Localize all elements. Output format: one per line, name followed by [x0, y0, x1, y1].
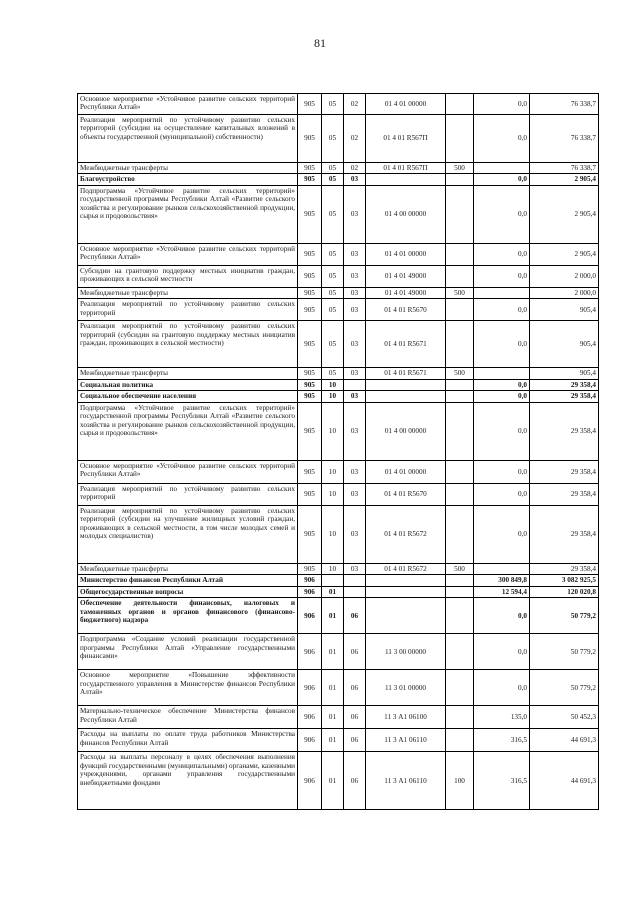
- row-name-cell: Основное мероприятие «Устойчивое развитие сельских территорий Республики Алтай»: [78, 243, 298, 265]
- row-amount-2-cell: 2 905,4: [530, 243, 599, 265]
- row-section-cell: 05: [322, 115, 344, 163]
- row-amount-2-cell: 905,4: [530, 368, 599, 379]
- row-name-cell: Межбюджетные трансферты: [78, 163, 298, 174]
- row-target-article-cell: 01 4 01 R5672: [366, 563, 446, 574]
- row-section-cell: 10: [322, 379, 344, 390]
- row-subsection-cell: 03: [344, 391, 366, 402]
- row-expense-type-cell: [446, 505, 474, 563]
- row-amount-2-cell: 50 452,3: [530, 706, 599, 729]
- row-amount-1-cell: 0,0: [474, 391, 530, 402]
- row-amount-2-cell: 44 691,3: [530, 729, 599, 752]
- row-amount-1-cell: 0,0: [474, 115, 530, 163]
- row-name-cell: Материально-техническое обеспечение Министерства финансов Республики Алтай: [78, 706, 298, 729]
- row-grbs-cell: 906: [298, 706, 322, 729]
- row-name-cell: Межбюджетные трансферты: [78, 287, 298, 298]
- row-target-article-cell: 01 4 01 R567П: [366, 163, 446, 174]
- row-expense-type-cell: 100: [446, 752, 474, 810]
- table-row: [78, 243, 599, 265]
- row-target-article-cell: [366, 391, 446, 402]
- row-section-cell: 01: [322, 729, 344, 752]
- row-expense-type-cell: [446, 575, 474, 586]
- row-grbs-cell: 906: [298, 598, 322, 634]
- row-name-cell: Основное мероприятие «Устойчивое развитие сельских территорий Республики Алтай»: [78, 460, 298, 483]
- row-grbs-cell: 905: [298, 115, 322, 163]
- row-amount-2-cell: 50 779,2: [530, 670, 599, 706]
- row-subsection-cell: 06: [344, 752, 366, 810]
- row-name-cell: Реализация мероприятий по устойчивому развитию сельских территорий (субсидии на осуществление капитальных вложений в объекты государственной (муниципальной) собственности): [78, 115, 298, 163]
- row-amount-1-cell: 0,0: [474, 598, 530, 634]
- row-name-cell: Подпрограмма «Устойчивое развитие сельских территорий» государственной программы Республики Алтай «Развитие сельского хозяйства и регулирование рынков сельскохозяйственной продукции, сырья и продовольствия»: [78, 185, 298, 243]
- row-target-article-cell: 01 4 01 00000: [366, 460, 446, 483]
- table-row: [78, 368, 599, 379]
- row-expense-type-cell: [446, 115, 474, 163]
- row-target-article-cell: 01 4 01 49000: [366, 287, 446, 298]
- row-grbs-cell: 906: [298, 634, 322, 670]
- row-grbs-cell: 905: [298, 379, 322, 390]
- budget-table: [77, 93, 599, 810]
- row-expense-type-cell: [446, 243, 474, 265]
- row-expense-type-cell: [446, 460, 474, 483]
- row-amount-2-cell: 29 358,4: [530, 483, 599, 505]
- row-section-cell: 05: [322, 163, 344, 174]
- row-subsection-cell: 03: [344, 185, 366, 243]
- row-amount-2-cell: 76 338,7: [530, 115, 599, 163]
- row-target-article-cell: 11 3 А1 06110: [366, 752, 446, 810]
- row-amount-2-cell: 76 338,7: [530, 94, 599, 115]
- row-section-cell: 01: [322, 598, 344, 634]
- row-amount-1-cell: 0,0: [474, 379, 530, 390]
- row-amount-2-cell: 29 358,4: [530, 505, 599, 563]
- row-name-cell: Расходы на выплаты по оплате труда работников Министерства финансов Республики Алтай: [78, 729, 298, 752]
- row-target-article-cell: 01 4 01 R5671: [366, 321, 446, 368]
- row-grbs-cell: 905: [298, 299, 322, 321]
- row-amount-2-cell: 2 000,0: [530, 287, 599, 298]
- row-grbs-cell: 905: [298, 287, 322, 298]
- row-subsection-cell: 03: [344, 299, 366, 321]
- row-grbs-cell: 905: [298, 368, 322, 379]
- row-expense-type-cell: [446, 729, 474, 752]
- row-target-article-cell: 01 4 01 49000: [366, 265, 446, 287]
- row-grbs-cell: 905: [298, 391, 322, 402]
- row-subsection-cell: 03: [344, 243, 366, 265]
- table-row: [78, 185, 599, 243]
- row-amount-1-cell: [474, 287, 530, 298]
- table-row: [78, 598, 599, 634]
- row-name-cell: Подпрограмма «Создание условий реализации государственной программы Республики Алтай «Управление государственными финансами»: [78, 634, 298, 670]
- row-target-article-cell: 11 3 А1 06100: [366, 706, 446, 729]
- row-grbs-cell: 905: [298, 563, 322, 574]
- table-row: [78, 505, 599, 563]
- page-number: 81: [314, 36, 326, 50]
- row-subsection-cell: [344, 379, 366, 390]
- row-grbs-cell: 906: [298, 670, 322, 706]
- row-section-cell: 05: [322, 94, 344, 115]
- row-target-article-cell: [366, 174, 446, 185]
- row-grbs-cell: 906: [298, 586, 322, 597]
- row-amount-2-cell: 50 779,2: [530, 598, 599, 634]
- row-amount-2-cell: 29 358,4: [530, 379, 599, 390]
- row-grbs-cell: 906: [298, 575, 322, 586]
- row-name-cell: Межбюджетные трансферты: [78, 563, 298, 574]
- row-target-article-cell: 01 4 00 00000: [366, 402, 446, 460]
- row-amount-1-cell: 0,0: [474, 243, 530, 265]
- row-section-cell: 10: [322, 391, 344, 402]
- row-grbs-cell: 905: [298, 505, 322, 563]
- row-expense-type-cell: [446, 402, 474, 460]
- row-target-article-cell: 11 3 01 00000: [366, 670, 446, 706]
- row-section-cell: 05: [322, 174, 344, 185]
- row-name-cell: Реализация мероприятий по устойчивому развитию сельских территорий: [78, 483, 298, 505]
- row-subsection-cell: [344, 586, 366, 597]
- row-amount-1-cell: 0,0: [474, 670, 530, 706]
- row-subsection-cell: 06: [344, 706, 366, 729]
- row-grbs-cell: 905: [298, 483, 322, 505]
- table-row: [78, 299, 599, 321]
- row-grbs-cell: 905: [298, 460, 322, 483]
- row-subsection-cell: 02: [344, 163, 366, 174]
- row-section-cell: 05: [322, 368, 344, 379]
- row-subsection-cell: 03: [344, 402, 366, 460]
- row-target-article-cell: 11 3 00 00000: [366, 634, 446, 670]
- row-expense-type-cell: [446, 174, 474, 185]
- row-amount-1-cell: [474, 563, 530, 574]
- table-row: [78, 752, 599, 810]
- row-grbs-cell: 905: [298, 265, 322, 287]
- row-subsection-cell: 03: [344, 483, 366, 505]
- row-section-cell: 10: [322, 563, 344, 574]
- row-name-cell: Реализация мероприятий по устойчивому развитию сельских территорий (субсидии на улучшение жилищных условий граждан, проживающих в сельской местности, в том числе молодых семей и молодых специалистов): [78, 505, 298, 563]
- row-section-cell: 05: [322, 243, 344, 265]
- row-subsection-cell: 06: [344, 598, 366, 634]
- row-amount-1-cell: 0,0: [474, 505, 530, 563]
- row-grbs-cell: 905: [298, 94, 322, 115]
- row-amount-2-cell: 2 000,0: [530, 265, 599, 287]
- row-section-cell: 01: [322, 586, 344, 597]
- row-target-article-cell: [366, 586, 446, 597]
- row-section-cell: 10: [322, 483, 344, 505]
- row-amount-2-cell: 44 691,3: [530, 752, 599, 810]
- table-row: [78, 634, 599, 670]
- row-expense-type-cell: 500: [446, 287, 474, 298]
- row-amount-1-cell: 0,0: [474, 634, 530, 670]
- row-target-article-cell: 11 3 А1 06110: [366, 729, 446, 752]
- row-section-cell: 10: [322, 505, 344, 563]
- row-name-cell: Подпрограмма «Устойчивое развитие сельских территорий» государственной программы Республики Алтай «Развитие сельского хозяйства и регулирование рынков сельскохозяйственной продукции, сырья и продовольствия»: [78, 402, 298, 460]
- row-amount-2-cell: 29 358,4: [530, 460, 599, 483]
- row-name-cell: Субсидии на грантовую поддержку местных инициатив граждан, проживающих в сельской местности: [78, 265, 298, 287]
- row-section-cell: 01: [322, 634, 344, 670]
- row-name-cell: Реализация мероприятий по устойчивому развитию сельских территорий: [78, 299, 298, 321]
- row-subsection-cell: 03: [344, 287, 366, 298]
- row-subsection-cell: 03: [344, 460, 366, 483]
- table-row: [78, 729, 599, 752]
- row-grbs-cell: 906: [298, 752, 322, 810]
- row-section-cell: 01: [322, 706, 344, 729]
- row-grbs-cell: 905: [298, 174, 322, 185]
- row-name-cell: Основное мероприятие «Устойчивое развитие сельских территорий Республики Алтай»: [78, 94, 298, 115]
- table-row: [78, 287, 599, 298]
- row-amount-2-cell: 2 905,4: [530, 174, 599, 185]
- row-amount-2-cell: 120 020,8: [530, 586, 599, 597]
- row-section-cell: [322, 575, 344, 586]
- row-section-cell: 01: [322, 670, 344, 706]
- row-expense-type-cell: [446, 94, 474, 115]
- row-amount-2-cell: 2 905,4: [530, 185, 599, 243]
- row-amount-1-cell: 300 849,8: [474, 575, 530, 586]
- row-grbs-cell: 905: [298, 185, 322, 243]
- row-amount-1-cell: 12 594,4: [474, 586, 530, 597]
- row-subsection-cell: [344, 575, 366, 586]
- table-row: [78, 94, 599, 115]
- row-expense-type-cell: [446, 379, 474, 390]
- row-grbs-cell: 905: [298, 402, 322, 460]
- row-expense-type-cell: [446, 265, 474, 287]
- row-amount-2-cell: 50 779,2: [530, 634, 599, 670]
- row-name-cell: Социальное обеспечение населения: [78, 391, 298, 402]
- table-row: [78, 706, 599, 729]
- row-expense-type-cell: [446, 321, 474, 368]
- row-amount-1-cell: 0,0: [474, 185, 530, 243]
- row-subsection-cell: 02: [344, 115, 366, 163]
- row-name-cell: Основное мероприятие «Повышение эффективности государственного управления в Министерстве финансов Республики Алтай»: [78, 670, 298, 706]
- row-subsection-cell: 03: [344, 265, 366, 287]
- table-row: [78, 670, 599, 706]
- row-expense-type-cell: [446, 634, 474, 670]
- row-amount-1-cell: 0,0: [474, 265, 530, 287]
- row-expense-type-cell: [446, 586, 474, 597]
- row-amount-2-cell: 29 358,4: [530, 391, 599, 402]
- row-section-cell: 05: [322, 185, 344, 243]
- row-subsection-cell: 03: [344, 174, 366, 185]
- row-target-article-cell: 01 4 01 R5670: [366, 483, 446, 505]
- row-subsection-cell: 06: [344, 634, 366, 670]
- row-expense-type-cell: [446, 598, 474, 634]
- row-subsection-cell: 02: [344, 94, 366, 115]
- row-name-cell: Общегосударственные вопросы: [78, 586, 298, 597]
- row-amount-1-cell: 0,0: [474, 460, 530, 483]
- table-row: [78, 115, 599, 163]
- row-expense-type-cell: 500: [446, 563, 474, 574]
- row-amount-1-cell: 0,0: [474, 321, 530, 368]
- row-name-cell: Обеспечение деятельности финансовых, налоговых и таможенных органов и органов финансового (финансово-бюджетного) надзора: [78, 598, 298, 634]
- table-row: [78, 321, 599, 368]
- row-section-cell: 05: [322, 287, 344, 298]
- row-amount-1-cell: 0,0: [474, 402, 530, 460]
- row-target-article-cell: 01 4 01 R5670: [366, 299, 446, 321]
- row-expense-type-cell: 500: [446, 163, 474, 174]
- row-amount-1-cell: 0,0: [474, 174, 530, 185]
- row-amount-2-cell: 905,4: [530, 321, 599, 368]
- row-grbs-cell: 905: [298, 243, 322, 265]
- row-target-article-cell: 01 4 01 R5671: [366, 368, 446, 379]
- row-expense-type-cell: [446, 670, 474, 706]
- table-row: [78, 379, 599, 390]
- row-target-article-cell: 01 4 01 00000: [366, 94, 446, 115]
- row-target-article-cell: 01 4 00 00000: [366, 185, 446, 243]
- row-subsection-cell: 03: [344, 368, 366, 379]
- row-grbs-cell: 905: [298, 321, 322, 368]
- row-expense-type-cell: [446, 706, 474, 729]
- row-amount-1-cell: [474, 368, 530, 379]
- table-row: [78, 402, 599, 460]
- row-section-cell: 05: [322, 299, 344, 321]
- row-amount-2-cell: 905,4: [530, 299, 599, 321]
- table-row: [78, 391, 599, 402]
- table-row: [78, 575, 599, 586]
- row-subsection-cell: 03: [344, 563, 366, 574]
- row-section-cell: 01: [322, 752, 344, 810]
- row-expense-type-cell: [446, 299, 474, 321]
- row-amount-1-cell: 316,5: [474, 729, 530, 752]
- row-subsection-cell: 03: [344, 505, 366, 563]
- row-name-cell: Расходы на выплаты персоналу в целях обеспечения выполнения функций государственными (муниципальными) органами, казенными учреждениями, органами управления государственными внебюджетными фондами: [78, 752, 298, 810]
- row-target-article-cell: 01 4 01 R5672: [366, 505, 446, 563]
- row-section-cell: 05: [322, 321, 344, 368]
- row-target-article-cell: [366, 598, 446, 634]
- row-name-cell: Благоустройство: [78, 174, 298, 185]
- row-section-cell: 05: [322, 265, 344, 287]
- row-subsection-cell: 06: [344, 729, 366, 752]
- row-name-cell: Межбюджетные трансферты: [78, 368, 298, 379]
- row-subsection-cell: 03: [344, 321, 366, 368]
- table-row: [78, 460, 599, 483]
- row-name-cell: Министерство финансов Республики Алтай: [78, 575, 298, 586]
- row-target-article-cell: 01 4 01 R567П: [366, 115, 446, 163]
- table-row: [78, 163, 599, 174]
- row-amount-1-cell: 0,0: [474, 94, 530, 115]
- row-name-cell: Реализация мероприятий по устойчивому развитию сельских территорий (субсидии на грантовую поддержку местных инициатив граждан, проживающих в сельской местности): [78, 321, 298, 368]
- row-target-article-cell: [366, 575, 446, 586]
- row-target-article-cell: 01 4 01 00000: [366, 243, 446, 265]
- row-subsection-cell: 06: [344, 670, 366, 706]
- row-expense-type-cell: 500: [446, 368, 474, 379]
- row-grbs-cell: 905: [298, 163, 322, 174]
- row-amount-1-cell: 135,0: [474, 706, 530, 729]
- row-target-article-cell: [366, 379, 446, 390]
- row-amount-2-cell: 76 338,7: [530, 163, 599, 174]
- table-row: [78, 586, 599, 597]
- row-amount-2-cell: 29 358,4: [530, 563, 599, 574]
- table-row: [78, 174, 599, 185]
- row-name-cell: Социальная политика: [78, 379, 298, 390]
- row-section-cell: 10: [322, 460, 344, 483]
- row-amount-1-cell: 0,0: [474, 299, 530, 321]
- row-amount-1-cell: 0,0: [474, 483, 530, 505]
- row-expense-type-cell: [446, 391, 474, 402]
- row-amount-2-cell: 29 358,4: [530, 402, 599, 460]
- row-amount-1-cell: [474, 163, 530, 174]
- row-amount-1-cell: 316,5: [474, 752, 530, 810]
- table-row: [78, 265, 599, 287]
- table-row: [78, 563, 599, 574]
- row-section-cell: 10: [322, 402, 344, 460]
- table-row: [78, 483, 599, 505]
- row-expense-type-cell: [446, 483, 474, 505]
- row-expense-type-cell: [446, 185, 474, 243]
- row-grbs-cell: 906: [298, 729, 322, 752]
- row-amount-2-cell: 3 082 925,5: [530, 575, 599, 586]
